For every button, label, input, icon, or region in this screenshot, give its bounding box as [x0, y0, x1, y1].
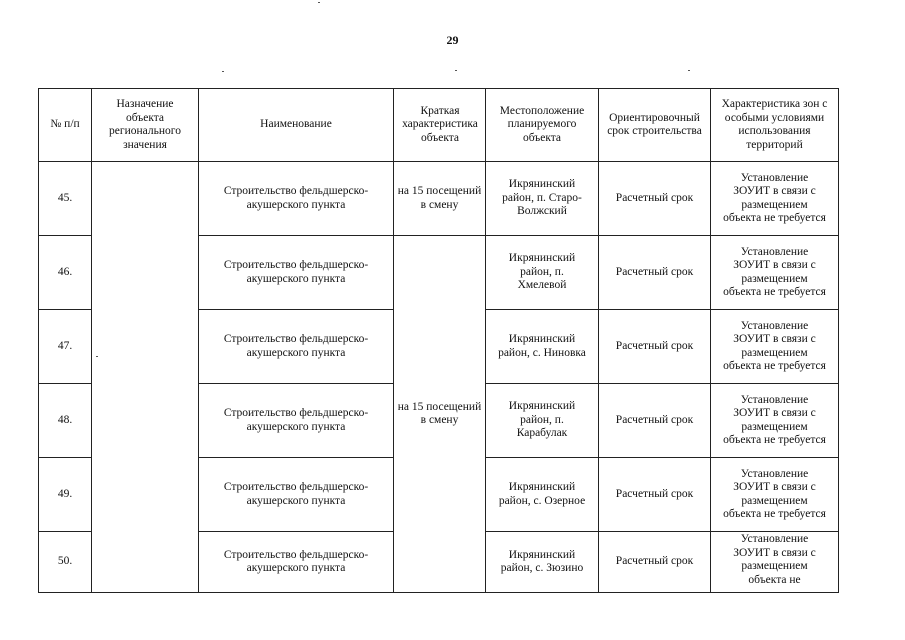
row-term: Расчетный срок — [599, 384, 711, 458]
row-term: Расчетный срок — [599, 532, 711, 593]
header-term: Ориентировочный срок строительства — [599, 89, 711, 162]
row-location: Икрянинский район, с. Ниновка — [486, 310, 599, 384]
row-num: 50. — [39, 532, 92, 593]
header-zones: Характеристика зон с особыми условиями использования территорий — [711, 89, 839, 162]
row-location: Икрянинский район, с. Озерное — [486, 458, 599, 532]
merged-characteristic: на 15 посещений в смену — [394, 236, 486, 593]
row-name: Строительство фельдшерско-акушерского пункта — [199, 162, 394, 236]
row-location: Икрянинский район, п. Карабулак — [486, 384, 599, 458]
table-row — [39, 162, 839, 236]
row-term: Расчетный срок — [599, 162, 711, 236]
purpose-cell — [92, 162, 199, 593]
data-table — [38, 88, 839, 593]
header-characteristic: Краткая характеристика объекта — [394, 89, 486, 162]
row-name: Строительство фельдшерско-акушерского пункта — [199, 236, 394, 310]
row-name: Строительство фельдшерско-акушерского пункта — [199, 384, 394, 458]
row-num: 45. — [39, 162, 92, 236]
row-location: Икрянинский район, п. Старо-Волжский — [486, 162, 599, 236]
row-zones: Установление ЗОУИТ в связи с размещением объекта не требуется — [711, 236, 839, 310]
header-name: Наименование — [199, 89, 394, 162]
row-num: 49. — [39, 458, 92, 532]
row-zones: Установление ЗОУИТ в связи с размещением объекта не требуется — [711, 310, 839, 384]
row-characteristic: на 15 посещений в смену — [394, 162, 486, 236]
row-zones: Установление ЗОУИТ в связи с размещением объекта не — [711, 532, 839, 593]
header-purpose: Назначение объекта регионального значения — [92, 89, 199, 162]
row-term: Расчетный срок — [599, 310, 711, 384]
row-zones: Установление ЗОУИТ в связи с размещением объекта не требуется — [711, 384, 839, 458]
row-term: Расчетный срок — [599, 458, 711, 532]
row-name: Строительство фельдшерско-акушерского пункта — [199, 458, 394, 532]
scan-speck — [222, 71, 224, 72]
row-term: Расчетный срок — [599, 236, 711, 310]
row-num: 47. — [39, 310, 92, 384]
row-location: Икрянинский район, с. Зюзино — [486, 532, 599, 593]
header-location: Местоположение планируемого объекта — [486, 89, 599, 162]
header-num: № п/п — [39, 89, 92, 162]
row-name: Строительство фельдшерско-акушерского пункта — [199, 310, 394, 384]
row-num: 46. — [39, 236, 92, 310]
scan-speck — [688, 70, 690, 71]
page-number: 29 — [446, 33, 459, 47]
row-location: Икрянинский район, п. Хмелевой — [486, 236, 599, 310]
row-num: 48. — [39, 384, 92, 458]
row-zones: Установление ЗОУИТ в связи с размещением объекта не требуется — [711, 458, 839, 532]
row-zones: Установление ЗОУИТ в связи с размещением объекта не требуется — [711, 162, 839, 236]
table-header-row — [39, 89, 839, 162]
row-name: Строительство фельдшерско-акушерского пункта — [199, 532, 394, 593]
scan-speck — [318, 2, 320, 3]
scan-speck — [455, 70, 457, 71]
